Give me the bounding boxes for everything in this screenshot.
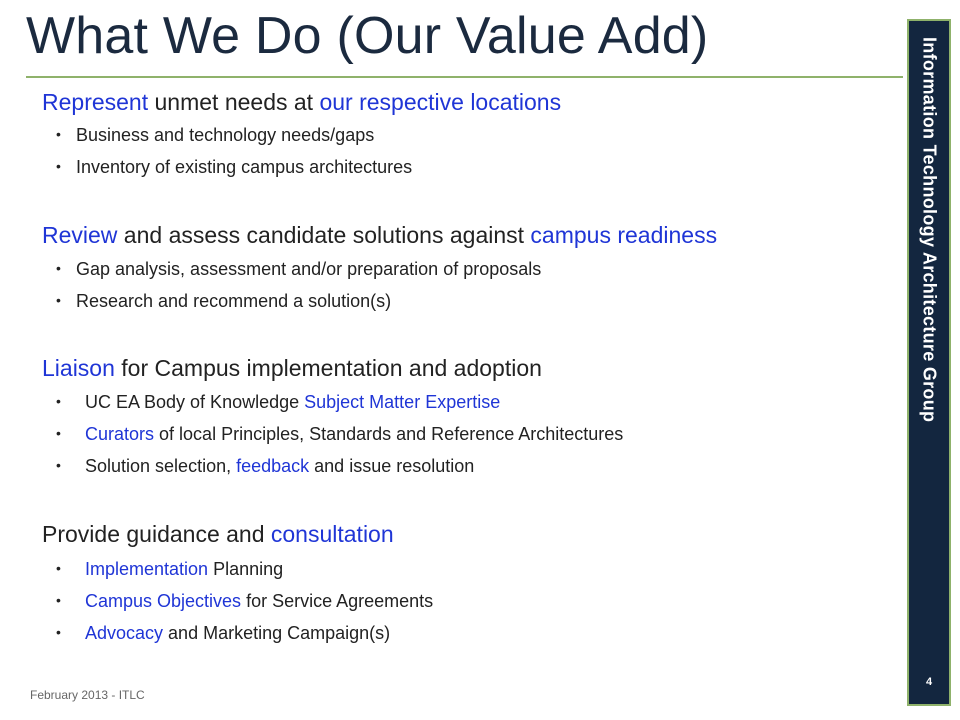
bullet-text (68, 623, 390, 644)
bullet-segment: and Marketing Campaign(s) (163, 623, 391, 643)
bullet-segment: and issue resolution (309, 456, 475, 476)
section-heading-liaison (42, 355, 542, 382)
bullet-item (56, 559, 283, 580)
bullet-text (68, 591, 433, 612)
bullet-dot-icon: • (56, 457, 61, 473)
bullet-segment: of local Principles, Standards and Reference Architectures (154, 424, 624, 444)
bullet-text: Research and recommend a solution(s) (76, 291, 392, 311)
bullet-dot-icon: • (56, 425, 61, 441)
bullet-item (56, 125, 374, 146)
bullet-text (68, 559, 283, 580)
heading-segment: Review (42, 222, 118, 248)
bullet-item (56, 591, 433, 612)
page-number: 4 (925, 676, 933, 688)
slide-title: What We Do (Our Value Add) (26, 7, 709, 65)
sidebar-banner (907, 19, 951, 706)
bullet-dot-icon: • (56, 158, 61, 174)
bullet-item (56, 259, 541, 280)
bullet-dot-icon: • (56, 624, 61, 640)
bullet-text (68, 392, 500, 413)
bullet-segment: Planning (208, 559, 284, 579)
bullet-item (56, 623, 390, 644)
bullet-item (56, 392, 500, 413)
bullet-segment: Implementation (85, 559, 209, 579)
bullet-segment: Advocacy (85, 623, 164, 643)
bullet-text: Inventory of existing campus architectures (76, 157, 413, 177)
bullet-item (56, 291, 391, 312)
heading-segment: Liaison (42, 355, 115, 381)
sidebar-label: Information Technology Architecture Group (919, 37, 940, 423)
bullet-item (56, 456, 474, 477)
heading-segment: our respective locations (319, 89, 562, 115)
bullet-segment: UC EA Body of Knowledge (85, 392, 305, 412)
bullet-segment: Campus Objectives (85, 591, 242, 611)
bullet-text: Gap analysis, assessment and/or preparation of proposals (76, 259, 542, 279)
footer-date: February 2013 - ITLC (30, 688, 145, 702)
bullet-text (68, 424, 623, 445)
heading-segment: Provide guidance and (42, 521, 271, 547)
bullet-dot-icon: • (56, 292, 61, 308)
bullet-segment: feedback (236, 456, 310, 476)
heading-segment: and assess candidate solutions against (117, 222, 531, 248)
bullet-segment: for Service Agreements (241, 591, 434, 611)
heading-segment: unmet needs at (148, 89, 320, 115)
bullet-segment: Subject Matter Expertise (304, 392, 501, 412)
bullet-item (56, 157, 412, 178)
bullet-item (56, 424, 623, 445)
bullet-text (68, 456, 474, 477)
section-heading-review (42, 222, 717, 249)
heading-segment: campus readiness (530, 222, 718, 248)
bullet-dot-icon: • (56, 126, 61, 142)
bullet-dot-icon: • (56, 560, 61, 576)
bullet-dot-icon: • (56, 592, 61, 608)
heading-segment: for Campus implementation and adoption (114, 355, 542, 381)
bullet-text: Business and technology needs/gaps (76, 125, 375, 145)
section-heading-provide (42, 521, 394, 548)
bullet-segment: Solution selection, (85, 456, 237, 476)
heading-segment: consultation (270, 521, 394, 547)
bullet-dot-icon: • (56, 393, 61, 409)
bullet-dot-icon: • (56, 260, 61, 276)
bullet-segment: Curators (85, 424, 155, 444)
heading-segment: Represent (42, 89, 149, 115)
section-heading-represent (42, 89, 561, 116)
